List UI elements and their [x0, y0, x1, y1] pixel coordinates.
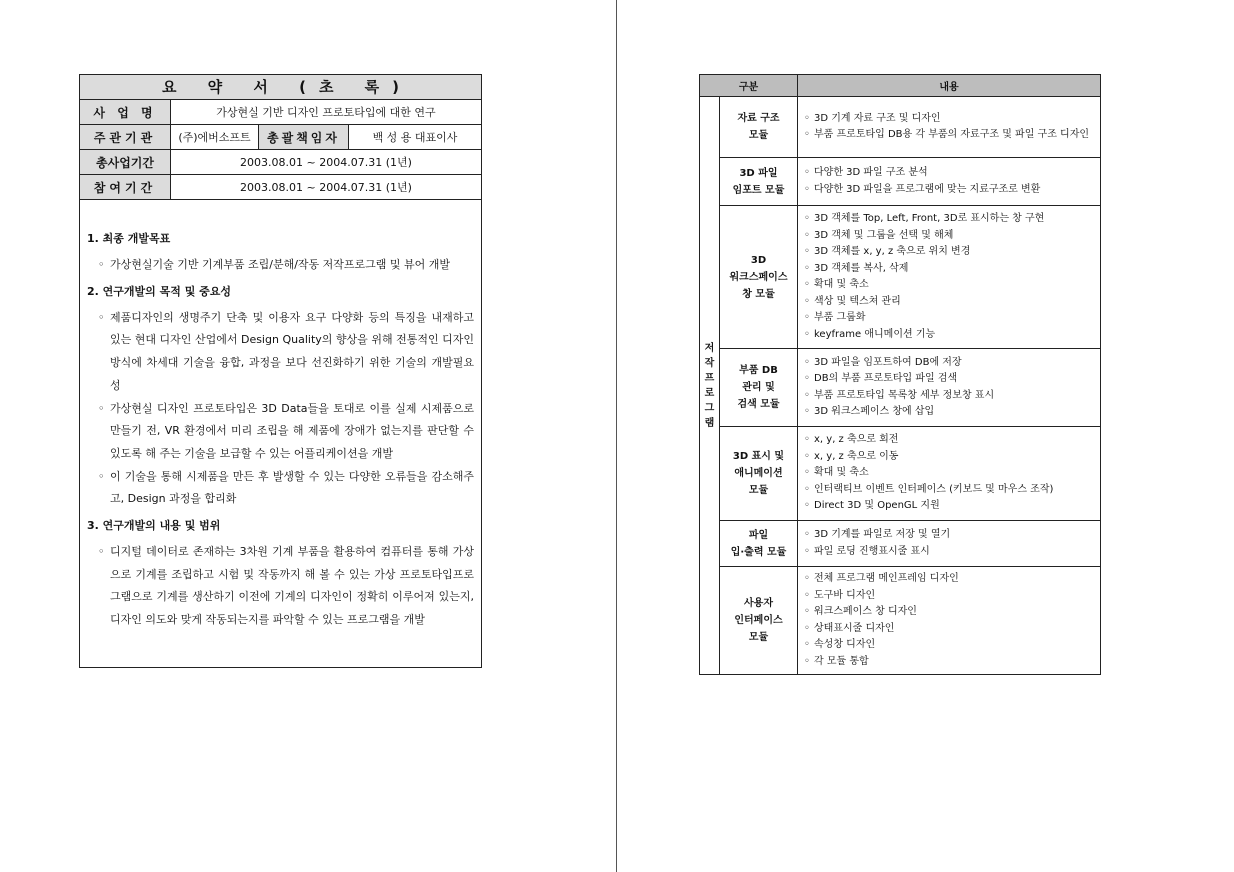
module-name: 파일 입·출력 모듈 [720, 521, 798, 566]
list-item: ◦ 확대 및 축소 [804, 467, 869, 479]
join-period-row [80, 175, 481, 200]
module-name: 사용자 인터페이스 모듈 [720, 567, 798, 674]
list-item: ◦ 3D 워크스페이스 창에 삽입 [804, 406, 935, 417]
list-item: ◦ 전체 프로그램 메인프레임 디자인 [804, 573, 959, 584]
list-item: ◦ 다양한 3D 파일을 프로그램에 맞는 지료구조로 변환 [804, 183, 1041, 195]
project-label: 사 업 명 [80, 100, 171, 124]
module-name: 3D 표시 및 애니메이션 모듈 [720, 427, 798, 520]
vertical-label-char: 저 [704, 342, 715, 354]
section-title: 2. 연구개발의 목적 및 중요성 [87, 284, 232, 298]
module-items [798, 97, 1100, 157]
module-items [798, 427, 1100, 520]
list-item: ◦ 도구바 디자인 [804, 589, 876, 601]
list-item: ◦ 3D 파일을 임포트하여 DB에 저장 [804, 356, 962, 368]
list-item: ◦ Direct 3D 및 OpenGL 지원 [804, 500, 940, 512]
vertical-label-char: 램 [704, 417, 715, 429]
list-item: ◦ 3D 객체를 x, y, z 축으로 위치 변경 [804, 246, 971, 257]
table-row [720, 97, 1100, 158]
table-body [700, 97, 1100, 674]
total-period-row [80, 150, 481, 175]
summary-title: 요 약 서 (초 록) [80, 75, 481, 100]
list-item: ◦ 확대 및 축소 [804, 279, 869, 290]
org-row [80, 125, 481, 150]
module-name: 3D 파일 임포트 모듈 [720, 158, 798, 205]
table-row [720, 158, 1100, 206]
join-period-label: 참여기간 [80, 175, 171, 199]
list-item: ◦ x, y, z 축으로 회전 [804, 434, 899, 446]
list-item: ◦ 3D 기계를 파일로 저장 및 열기 [804, 529, 951, 540]
head-value: 백 성 용 대표이사 [372, 131, 458, 144]
module-items [798, 567, 1100, 674]
summary-content [80, 200, 481, 632]
project-value: 가상현실 기반 디자인 프로토타입에 대한 연구 [216, 106, 436, 119]
module-name: 3D 워크스페이스 창 모듈 [720, 206, 798, 348]
list-item: ◦ 3D 객체를 Top, Left, Front, 3D로 표시하는 창 구현 [804, 213, 1045, 224]
list-item: ◦ DB의 부품 프로토타입 파일 검색 [804, 373, 958, 384]
table-row [720, 567, 1100, 674]
module-rows [720, 97, 1100, 674]
section-purpose [87, 283, 474, 511]
list-item: ◦ 부품 프로토타입 DB용 각 부품의 자료구조 및 파일 구조 디자인 [804, 129, 1090, 140]
module-items [798, 158, 1100, 205]
list-item: ◦ 부품 그룹화 [804, 312, 866, 323]
module-items [798, 521, 1100, 566]
list-item: ◦ 다양한 3D 파일 구조 분석 [804, 167, 928, 178]
list-item: ◦ 부품 프로토타입 목록창 세부 정보창 표시 [804, 389, 995, 401]
table-row [720, 349, 1100, 427]
table-row [720, 427, 1100, 521]
list-item: ◦ keyframe 애니메이션 기능 [804, 328, 936, 340]
list-item: ◦ x, y, z 축으로 이동 [804, 450, 899, 462]
summary-document [79, 74, 482, 668]
list-item: ◦ 속성창 디자인 [804, 639, 876, 650]
vertical-label-char: 로 [704, 387, 715, 399]
list-item: ◦ 각 모듈 통합 [804, 655, 869, 667]
list-item: ◦ 상태표시줄 디자인 [804, 622, 895, 634]
list-item: ◦ 3D 객체를 복사, 삭제 [804, 262, 909, 274]
header-content: 내용 [939, 82, 959, 93]
head-label: 총괄책임자 [259, 125, 349, 149]
list-item: ◦ 3D 객체 및 그룹을 선택 및 해체 [804, 229, 954, 241]
join-period-value: 2003.08.01 ~ 2004.07.31 (1년) [240, 181, 412, 194]
list-item: ◦ 3D 기계 자료 구조 및 디자인 [804, 112, 941, 124]
list-item: ◦ 가상현실기술 기반 기계부품 조립/분해/작동 저작프로그램 및 뷰어 개발 [98, 258, 451, 271]
list-item: ◦ 가상현실 디자인 프로토타입은 3D Data들을 토대로 이를 실제 시제품으로 만들기 전, VR 환경에서 미리 조립을 해 제품에 장애가 없는지를 판단할 수 있도록 해 주는 기술을 보급할 수 있는 어플리케이션을 개발 [98, 401, 474, 460]
list-item: ◦ 제품디자인의 생명주기 단축 및 이용자 요구 다양화 등의 특징을 내재하고 있는 현대 디자인 산업에서 Design Quality의 향상을 위해 전통적인 디자인방식에 차세대 기술을 융합, 과정을 보다 선진화하기 위한 기술의 개발필요성 [98, 310, 474, 392]
section-title: 3. 연구개발의 내용 및 범위 [87, 519, 221, 533]
total-period-label: 총사업기간 [80, 150, 171, 174]
project-row [80, 100, 481, 125]
list-item: ◦ 디지털 데이터로 존재하는 3차원 기계 부품을 활용하여 컴퓨터를 통해 가상으로 기계를 조립하고 시험 및 작동까지 해 볼 수 있는 가상 프로토타입프로그램으로 기계를 생산하기 이전에 기계의 디자인이 정확히 이루어져 있는지, 디자인 의도와 맞게 작동되는지를 파악할 수 있는 프로그램을 개발 [98, 545, 474, 627]
list-item: ◦ 이 기술을 통해 시제품을 만든 후 발생할 수 있는 다양한 오류들을 감소해주고, Design 과정을 합리화 [98, 469, 474, 506]
section-title: 1. 최종 개발목표 [87, 232, 171, 245]
list-item: ◦ 워크스페이스 창 디자인 [804, 606, 917, 617]
total-period-value: 2003.08.01 ~ 2004.07.31 (1년) [240, 156, 412, 169]
module-items [798, 349, 1100, 426]
table-row [720, 206, 1100, 349]
list-item: ◦ 파일 로딩 진행표시줄 표시 [804, 545, 930, 557]
header-category: 구분 [700, 75, 798, 96]
list-item: ◦ 색상 및 텍스쳐 관리 [804, 295, 901, 307]
table-header [700, 75, 1100, 97]
vertical-label-char: 그 [704, 402, 715, 414]
list-item: ◦ 인터랙티브 이벤트 인터페이스 (키보드 및 마우스 조작) [804, 483, 1054, 495]
vertical-label [700, 97, 720, 674]
modules-table [699, 74, 1101, 675]
org-value: (주)에버소프트 [171, 125, 259, 149]
section-scope [87, 517, 474, 632]
page-divider [616, 0, 617, 872]
module-items [798, 206, 1100, 348]
vertical-label-char: 프 [704, 372, 715, 384]
table-row [720, 521, 1100, 567]
org-label: 주관기관 [80, 125, 171, 149]
vertical-label-char: 작 [704, 357, 715, 369]
section-goal [87, 230, 474, 277]
module-name: 부품 DB 관리 및 검색 모듈 [720, 349, 798, 426]
module-name: 자료 구조 모듈 [720, 97, 798, 157]
